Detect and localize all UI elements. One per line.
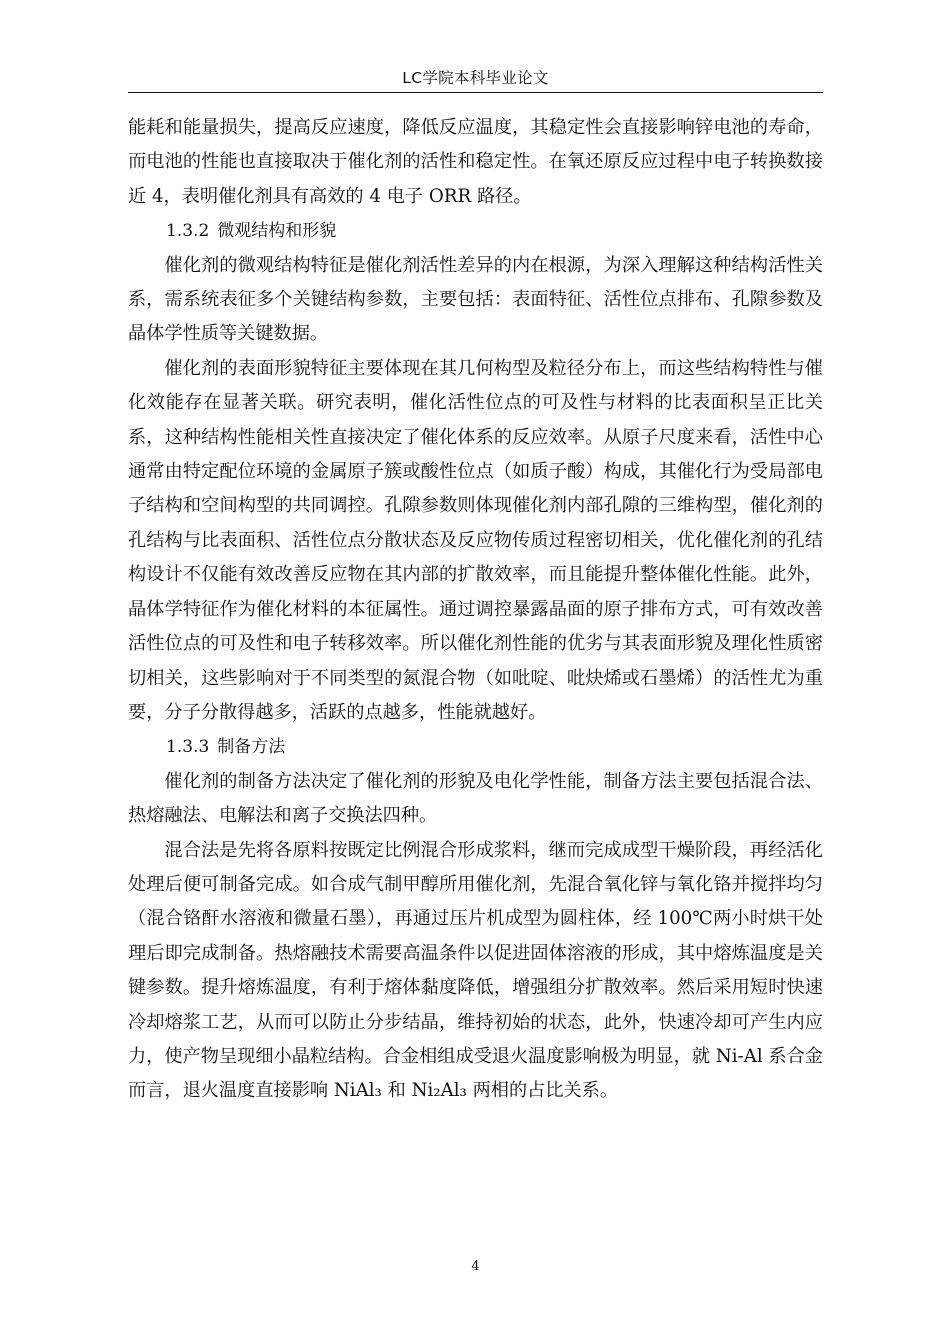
page-body: [128, 111, 823, 1109]
section-title: 制备方法: [217, 737, 286, 758]
paragraph: 催化剂的微观结构特征是催化剂活性差异的内在根源，为深入理解这种结构活性关系，需系统表征多个关键结构参数，主要包括：表面特征、活性位点排布、孔隙参数及晶体学性质等关键数据。: [128, 254, 823, 345]
paragraph: 催化剂的表面形貌特征主要体现在其几何构型及粒径分布上，而这些结构特性与催化效能存在显著关联。研究表明，催化活性位点的可及性与材料的比表面积呈正比关系，这种结构性能相关性直接决定了催化体系的反应效率。从原子尺度来看，活性中心通常由特定配位环境的金属原子簇或酸性位点（如质子酸）构成，其催化行为受局部电子结构和空间构型的共同调控。孔隙参数则体现催化剂内部孔隙的三维构型，催化剂的孔结构与比表面积、活性位点分散状态及反应物传质过程密切相关，优化催化剂的孔结构设计不仅能有效改善反应物在其内部的扩散效率，而且能提升整体催化性能。此外，晶体学特征作为催化材料的本征属性。通过调控暴露晶面的原子排布方式，可有效改善活性位点的可及性和电子转移效率。所以催化剂性能的优劣与其表面形貌及理化性质密切相关，这些影响对于不同类型的氮混合物（如吡啶、吡炔烯或石墨烯）的活性尤为重要，分子分散得越多，活跃的点越多，性能就越好。: [128, 357, 823, 723]
page-number: 4: [471, 1259, 480, 1274]
paragraph: 催化剂的制备方法决定了催化剂的形貌及电化学性能，制备方法主要包括混合法、热熔融法、电解法和离子交换法四种。: [128, 770, 823, 827]
running-header: LC学院本科毕业论文: [402, 69, 549, 87]
section-number: 1.3.3: [166, 737, 210, 758]
section-title: 微观结构和形貌: [217, 221, 337, 242]
paragraph: 混合法是先将各原料按既定比例混合形成浆料，继而完成成型干燥阶段，再经活化处理后便可制备完成。如合成气制甲醇所用催化剂，先混合氧化锌与氧化铬并搅拌均匀（混合铬酐水溶液和微量石墨），再通过压片机成型为圆柱体，经 100℃两小时烘干处理后即完成制备。热熔融技术需要高温条件以促进固体溶液的形成，其中熔炼温度是关键参数。提升熔炼温度，有利于熔体黏度降低，增强组分扩散效率。然后采用短时快速冷却熔浆工艺，从而可以防止分步结晶，维持初始的状态，此外，快速冷却可产生内应力，使产物呈现细小晶粒结构。合金相组成受退火温度影响极为明显，就 Ni-Al 系合金而言，退火温度直接影响 NiAl₃ 和 Ni₂Al₃ 两相的占比关系。: [128, 839, 823, 1102]
header-divider: [128, 92, 823, 93]
section-heading-1-3-3: [128, 730, 823, 764]
section-heading-1-3-2: [128, 214, 823, 248]
paragraph-continued: 能耗和能量损失，提高反应速度，降低反应温度，其稳定性会直接影响锌电池的寿命，而电池的性能也直接取决于催化剂的活性和稳定性。在氧还原反应过程中电子转换数接近 4，表明催化剂具有高效的 4 电子 ORR 路径。: [128, 117, 823, 207]
section-number: 1.3.2: [166, 221, 210, 242]
